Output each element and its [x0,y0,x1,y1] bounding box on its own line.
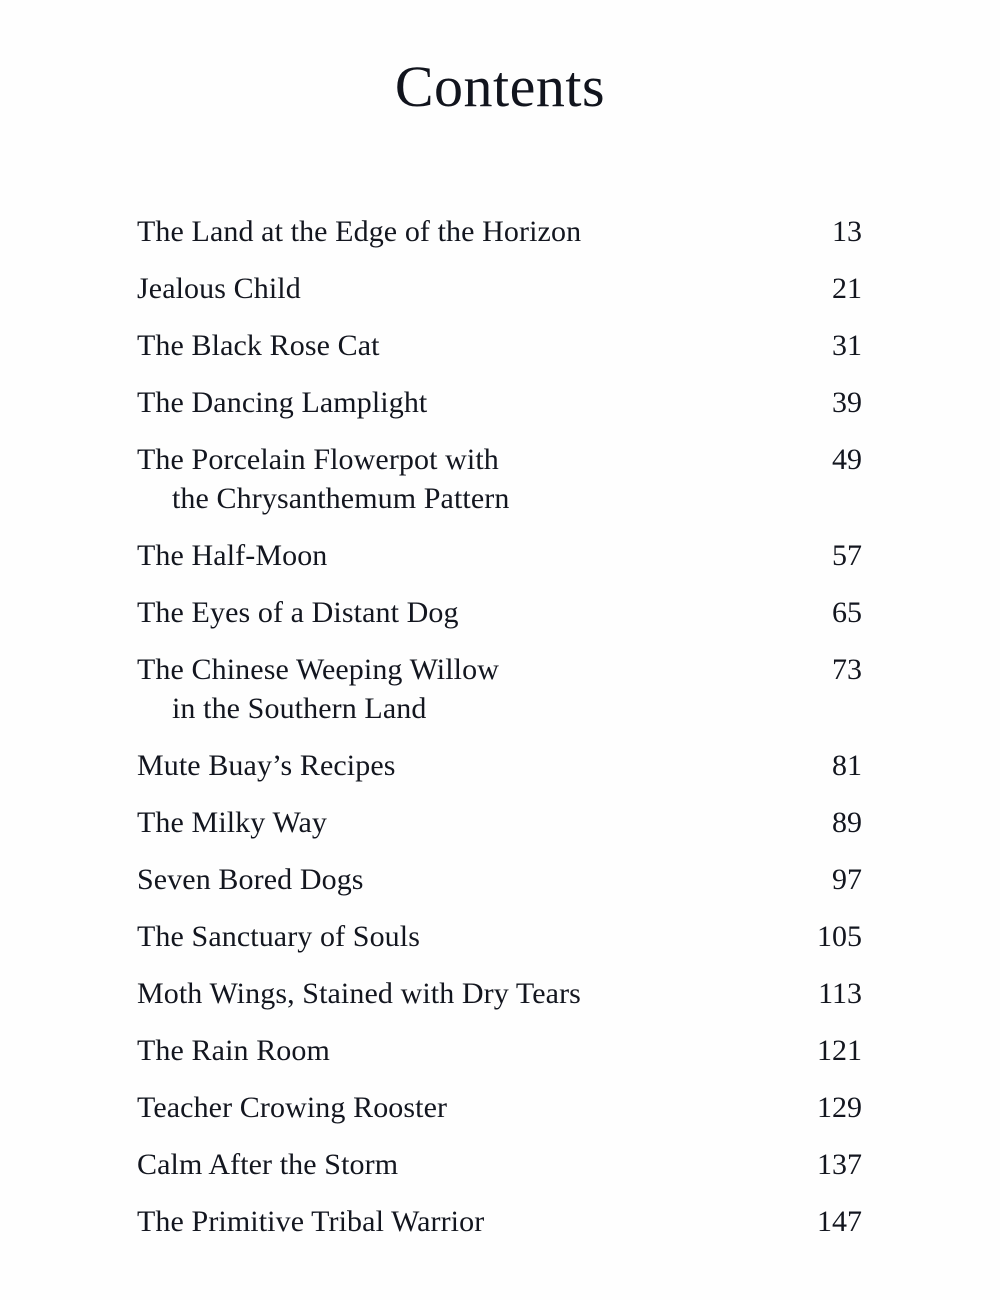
toc-entry[interactable] [137,440,862,518]
toc-entry-title [137,860,800,899]
toc-entry[interactable] [137,746,862,785]
toc-entry-title-line: The Porcelain Flowerpot with [137,443,499,476]
toc-entry-page-number: 31 [832,329,862,362]
toc-entry-title-line: The Dancing Lamplight [137,386,428,419]
toc-entry[interactable] [137,536,862,575]
toc-entry-page-number: 49 [832,443,862,476]
toc-entry-page-number: 65 [832,596,862,629]
toc-entry-page-number: 97 [832,863,862,896]
toc-entry[interactable] [137,1202,862,1241]
table-of-contents-list [137,212,862,1259]
toc-entry[interactable] [137,383,862,422]
toc-entry-title-line: Teacher Crowing Rooster [137,1091,448,1124]
toc-entry-title-line: Seven Bored Dogs [137,863,364,896]
toc-entry[interactable] [137,917,862,956]
toc-entry-page-number: 73 [832,653,862,686]
toc-entry[interactable] [137,212,862,251]
toc-entry-title [137,1202,800,1241]
toc-entry-title [137,536,800,575]
toc-entry-page-number: 39 [832,386,862,419]
toc-entry-title [137,212,800,251]
toc-entry-title [137,974,800,1013]
toc-entry-title [137,440,800,518]
toc-entry-page-number: 89 [832,806,862,839]
toc-entry-title [137,326,800,365]
toc-entry-title-line: Mute Buay’s Recipes [137,749,396,782]
toc-entry-title-line: Jealous Child [137,272,301,305]
toc-entry-title [137,803,800,842]
toc-entry-page-number: 129 [817,1091,862,1124]
toc-entry-title-line: The Rain Room [137,1034,330,1067]
toc-entry-title-line: The Milky Way [137,806,327,839]
toc-entry-title-line: Calm After the Storm [137,1148,399,1181]
toc-entry-title [137,269,800,308]
toc-entry[interactable] [137,650,862,728]
toc-entry-title [137,650,800,728]
toc-entry-title [137,1031,800,1070]
toc-entry[interactable] [137,1145,862,1184]
toc-entry-title-continuation: in the Southern Land [172,692,427,725]
toc-entry-page-number: 147 [817,1205,862,1238]
toc-entry[interactable] [137,593,862,632]
toc-entry[interactable] [137,803,862,842]
toc-entry-title-line: The Chinese Weeping Willow [137,653,499,686]
toc-entry-title-continuation: the Chrysanthemum Pattern [172,482,510,515]
toc-entry-title [137,1088,800,1127]
toc-entry-title [137,917,800,956]
page-title: Contents [394,54,606,119]
toc-entry-title-line: The Half-Moon [137,539,328,572]
toc-entry-title-line: The Land at the Edge of the Horizon [137,215,582,248]
toc-entry-page-number: 21 [832,272,862,305]
toc-entry[interactable] [137,1031,862,1070]
toc-entry-title [137,1145,800,1184]
toc-entry-title [137,593,800,632]
toc-entry-page-number: 57 [832,539,862,572]
toc-entry[interactable] [137,269,862,308]
toc-entry[interactable] [137,326,862,365]
toc-entry-page-number: 105 [817,920,862,953]
toc-entry-page-number: 81 [832,749,862,782]
toc-entry[interactable] [137,1088,862,1127]
toc-entry-title-line: The Black Rose Cat [137,329,380,362]
toc-entry[interactable] [137,860,862,899]
toc-entry-title-line: Moth Wings, Stained with Dry Tears [137,977,581,1010]
toc-entry-page-number: 113 [818,977,862,1010]
toc-entry-title [137,746,800,785]
toc-entry-title-line: The Sanctuary of Souls [137,920,420,953]
toc-entry-title [137,383,800,422]
toc-entry-page-number: 121 [817,1034,862,1067]
toc-entry-page-number: 137 [817,1148,862,1181]
toc-entry-page-number: 13 [832,215,862,248]
toc-entry-title-line: The Eyes of a Distant Dog [137,596,459,629]
toc-entry-title-line: The Primitive Tribal Warrior [137,1205,485,1238]
toc-entry[interactable] [137,974,862,1013]
